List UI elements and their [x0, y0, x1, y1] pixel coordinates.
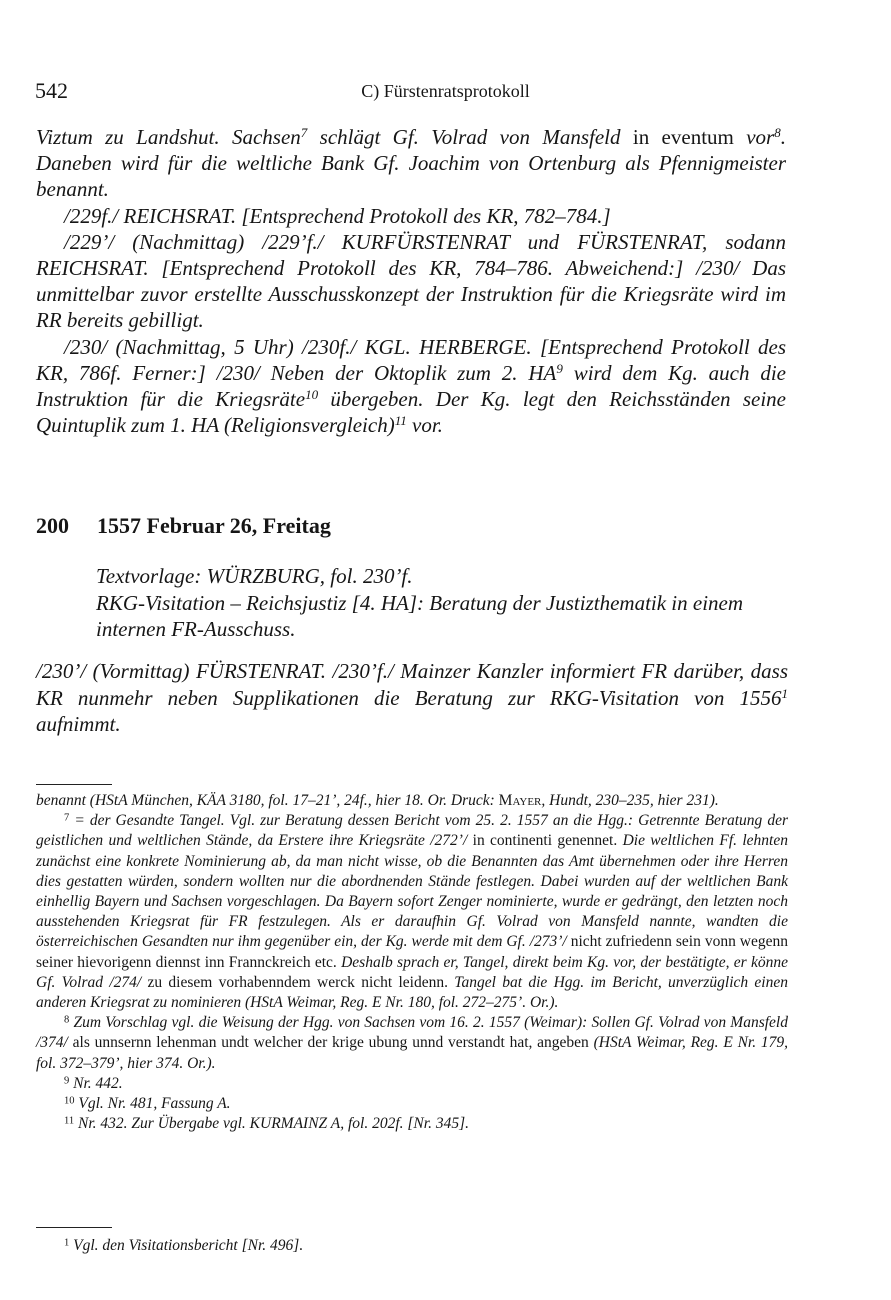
text-run: aufnimmt.	[36, 712, 121, 736]
entry-number: 200	[36, 513, 69, 538]
text-run: (HStA Weimar, Reg. E Nr. 179, fol. 372–379’, hier 374. Or.).	[36, 1034, 788, 1072]
text-run: Tangel bat die Hgg. im Bericht, unverzüglich einen anderen Kriegsrat zu nominieren (HStA Weimar, Reg. E Nr. 180, fol. 272–275’. Or.).	[36, 973, 788, 1012]
quotation: nicht zufriedenn sein vonn wegenn seiner hievorigenn diennst inn Frannckreich etc.	[36, 933, 788, 971]
text-run: wird dem Kg. auch die Instruktion für die Kriegsräte	[36, 360, 786, 412]
entry-date: 1557 Februar 26, Freitag	[97, 513, 331, 538]
footnote-number: 11	[64, 1115, 75, 1127]
text-run: Nr. 432. Zur Übergabe vgl. KURMAINZ A, fol. 202f. [Nr. 345].	[74, 1115, 469, 1133]
page-number: 542	[35, 78, 68, 103]
footnote-9	[36, 1074, 788, 1094]
text-run: Deshalb sprach er, Tangel, direkt beim Kg. vor, der bestätigte, er könne Gf. Volrad /274/	[36, 953, 788, 991]
entry-body	[36, 658, 788, 738]
text-run: , Hundt, 230–235, hier 231).	[541, 792, 719, 809]
continued-entry-text	[36, 124, 786, 438]
footnote-ref-8[interactable]: 8	[774, 124, 781, 140]
paragraph-kurfuerstenrat: /229’/ (Nachmittag) /229’f./ KURFÜRSTENRAT und FÜRSTENRAT, sodann REICHSRAT. [Entsprechend Protokoll des KR, 784–786. Abweichend:] /230/ Das unmittelbar zuvor erstellte Ausschusskonzept der Instruktion für die Kriegsräte wird im RR bereits gebilligt.	[36, 229, 786, 333]
footnote-number: 8	[64, 1014, 70, 1026]
text-run: Die weltlichen Ff. lehnten zunächst eine konkrete Nominierung ab, da man nicht wisse, ob die Benannten das Amt übernehmen oder ihre Herren dies gestatten würden, sondern wollten nur die abordnenden Stände festlegen. Dabei wurden auf der weltlichen Bank einhellig Bayern und Sachsen vorgeschlagen. Da Bayern sofort Zenger nominierte, wurde er gedrängt, den letzten noch ausstehenden Kriegsrat für FR festzulegen. Als er daraufhin Gf. Volrad von Mansfeld nannte, wandten die österreichischen Gesandten nur ihm gegenüber ein, der Kg. werde mit dem Gf. /273’/	[36, 832, 788, 951]
quotation: als unnsernn lehenman undt welcher der krige ubung unnd verstandt hat, angeben	[72, 1034, 589, 1052]
text-run: vor.	[406, 413, 443, 438]
footnote-ref-11[interactable]: 11	[394, 413, 407, 429]
footnote-number: 9	[64, 1075, 70, 1087]
footnote-number: 7	[64, 812, 70, 824]
quoted-term: in eventum	[632, 125, 734, 149]
text-run: schlägt Gf. Volrad von Mansfeld	[307, 125, 633, 149]
footnote-separator-current	[36, 1227, 112, 1228]
footnote-number: 10	[64, 1095, 75, 1107]
footnote-number: 1	[64, 1237, 70, 1249]
paragraph-fuerstenrat	[36, 658, 788, 738]
entry-subject: RKG-Visitation – Reichsjustiz [4. HA]: Beratung der Justizthematik in einem internen FR-Ausschuss.	[96, 590, 744, 641]
paragraph-reichsrat: /229f./ REICHSRAT. [Entsprechend Protokoll des KR, 782–784.]	[64, 203, 611, 228]
entry-heading	[36, 513, 331, 539]
text-run: = der Gesandte Tangel. Vgl. zur Beratung dessen Bericht vom 25. 2. 1557 an die Hgg.: Getrennte Beratung der geistlichen und weltlichen Stände, da Erstere ihre Kriegsräte /272’/	[36, 812, 788, 850]
text-run: /230’/ (Vormittag) FÜRSTENRAT. /230’f./ Mainzer Kanzler informiert FR darüber, dass KR nunmehr neben Supplikationen die Beratung zur RKG-Visitation von 1556	[36, 659, 788, 710]
footnote-10	[36, 1094, 788, 1114]
author-name: Mayer	[498, 792, 542, 809]
text-run: Viztum zu Landshut. Sachsen	[36, 125, 301, 149]
footnote-1	[36, 1236, 788, 1256]
footnote-ref-7[interactable]: 7	[300, 124, 308, 140]
footnote-8	[36, 1013, 788, 1074]
footnote-continuation	[36, 791, 788, 811]
source-note	[96, 563, 788, 643]
footnote-ref-9[interactable]: 9	[556, 360, 563, 376]
footnote-ref-10[interactable]: 10	[305, 386, 319, 402]
paragraph-kgl-herberge	[36, 334, 786, 439]
text-run: /230/ (Nachmittag, 5 Uhr) /230f./ KGL. HERBERGE. [Entsprechend Protokoll des KR, 786f. Ferner:] /230/ Neben der Oktoplik zum 2. HA	[36, 334, 786, 385]
running-head: C) Fürstenratsprotokoll	[361, 81, 530, 101]
text-run: Vgl. Nr. 481, Fassung A.	[74, 1095, 231, 1113]
quotation: in continenti genennet.	[472, 832, 618, 850]
footnotes-current-entry	[36, 1236, 788, 1256]
textvorlage: Textvorlage: WÜRZBURG, fol. 230’f.	[96, 564, 413, 588]
footnote-ref-1[interactable]: 1	[781, 685, 788, 701]
footnote-separator	[36, 784, 112, 785]
text-run: Vgl. den Visitationsbericht [Nr. 496].	[69, 1237, 304, 1254]
footnote-11	[36, 1114, 788, 1134]
text-run: Nr. 442.	[69, 1074, 123, 1092]
text-run: benannt (HStA München, KÄA 3180, fol. 17–21’, 24f., hier 18. Or. Druck:	[36, 792, 499, 809]
text-run: . Daneben wird für die weltliche Bank Gf. Joachim von Ortenburg als Pfennigmeister benannt.	[36, 125, 786, 202]
paragraph-saxony-proposal	[36, 124, 786, 203]
footnote-7	[36, 811, 788, 1013]
quotation: zu diesem vorhabenndem werck nicht leidenn.	[147, 973, 448, 991]
text-run: übergeben. Der Kg. legt den Reichsständen seine Quintuplik zum 1. HA (Religionsvergleich)	[36, 387, 786, 438]
text-run: vor	[733, 125, 775, 149]
footnotes-previous-entry	[36, 791, 788, 1134]
text-run: Zum Vorschlag vgl. die Weisung der Hgg. von Sachsen vom 16. 2. 1557 (Weimar): Sollen Gf. Volrad von Mansfeld /374/	[36, 1014, 788, 1052]
